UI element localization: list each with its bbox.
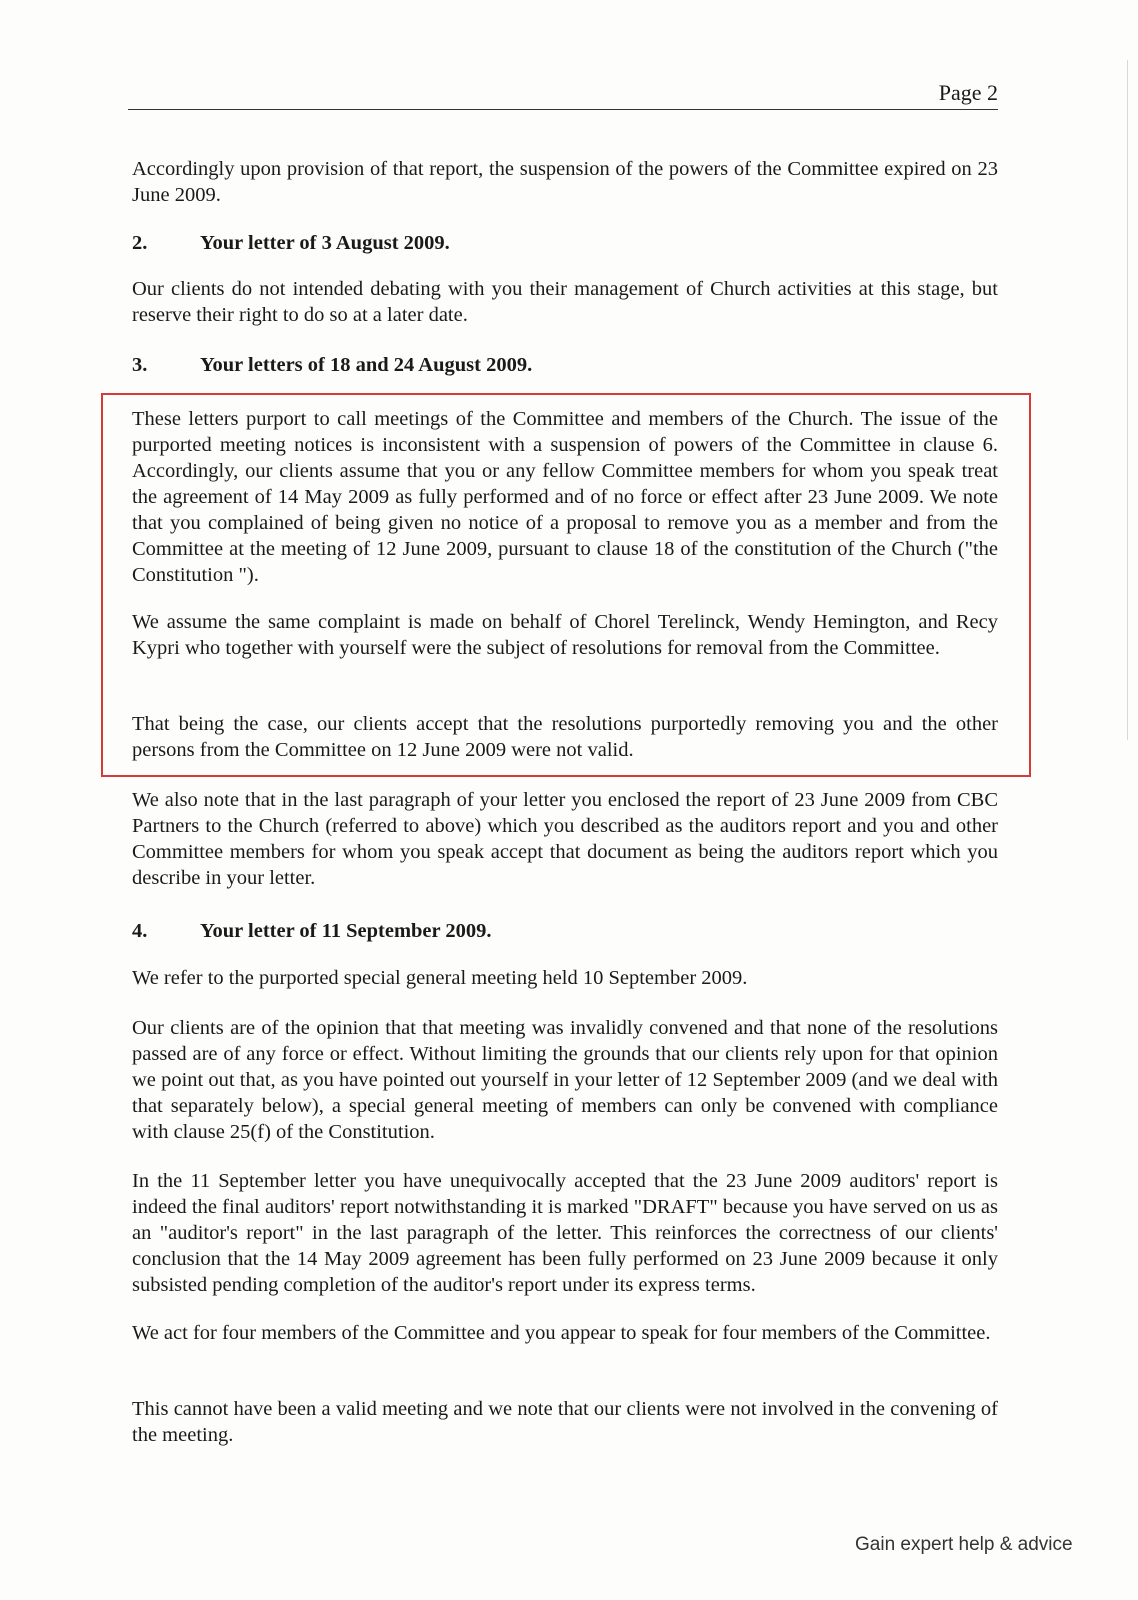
section-3-paragraph-4: We also note that in the last paragraph of your letter you enclosed the report of 23 June 2009 from CBC Partners to the Church (referred to above) which you described as the auditors report and you and other Committee members for whom you speak accept that document as being the auditors report which you describe in your letter.: [132, 789, 998, 889]
section-title: Your letter of 3 August 2009.: [200, 232, 450, 254]
section-number: 2.: [132, 232, 148, 254]
section-title: Your letter of 11 September 2009.: [200, 920, 492, 942]
scan-margin-line: [1127, 60, 1128, 740]
section-heading-4: [132, 918, 492, 944]
section-4-paragraph-1: We refer to the purported special general meeting held 10 September 2009.: [132, 967, 748, 989]
section-heading-2: [132, 230, 450, 256]
section-number: 3.: [132, 354, 148, 376]
section-3-paragraph-1: These letters purport to call meetings of the Committee and members of the Church. The issue of the purported meeting notices is inconsistent with a suspension of powers of the Committee in clause 6. Accordingly, our clients assume that you or any fellow Committee members for whom you speak treat the agreement of 14 May 2009 as fully performed and of no force or effect after 23 June 2009. We note that you complained of being given no notice of a proposal to remove you as a member and from the Committee at the meeting of 12 June 2009, pursuant to clause 18 of the constitution of the Church ("the Constitution ").: [132, 408, 998, 586]
section-4-paragraph-4: We act for four members of the Committee and you appear to speak for four members of the Committee.: [132, 1322, 991, 1344]
page-number: Page 2: [938, 80, 998, 105]
section-2-paragraph-1: Our clients do not intended debating with you their management of Church activities at this stage, but reserve their right to do so at a later date.: [132, 278, 998, 326]
section-heading-3: [132, 352, 532, 378]
section-4-paragraph-2: Our clients are of the opinion that that meeting was invalidly convened and that none of the resolutions passed are of any force or effect. Without limiting the grounds that our clients rely upon for that opinion we point out that, as you have pointed out yourself in your letter of 12 September 2009 (and we deal with that separately below), a special general meeting of members can only be convened with compliance with clause 25(f) of the Constitution.: [132, 1017, 998, 1143]
section-3-paragraph-3: That being the case, our clients accept that the resolutions purportedly removing you and the other persons from the Committee on 12 June 2009 were not valid.: [132, 713, 998, 761]
header-rule: [128, 109, 998, 110]
section-4-paragraph-3: In the 11 September letter you have unequivocally accepted that the 23 June 2009 auditors' report is indeed the final auditors' report notwithstanding it is marked "DRAFT" because you have served on us as an "auditor's report" in the last paragraph of the letter. This reinforces the correctness of our clients' conclusion that the 14 May 2009 agreement has been fully performed on 23 June 2009 because it only subsisted pending completion of the auditor's report under its express terms.: [132, 1170, 998, 1296]
intro-paragraph: Accordingly upon provision of that report, the suspension of the powers of the Committee expired on 23 June 2009.: [132, 158, 998, 206]
section-4-paragraph-5: This cannot have been a valid meeting and we note that our clients were not involved in the convening of the meeting.: [132, 1398, 998, 1446]
section-3-paragraph-2: We assume the same complaint is made on behalf of Chorel Terelinck, Wendy Hemington, and Recy Kypri who together with yourself were the subject of resolutions for removal from the Committee.: [132, 611, 998, 659]
section-number: 4.: [132, 920, 148, 942]
footer-note: Gain expert help & advice: [855, 1534, 1073, 1555]
section-title: Your letters of 18 and 24 August 2009.: [200, 354, 533, 376]
